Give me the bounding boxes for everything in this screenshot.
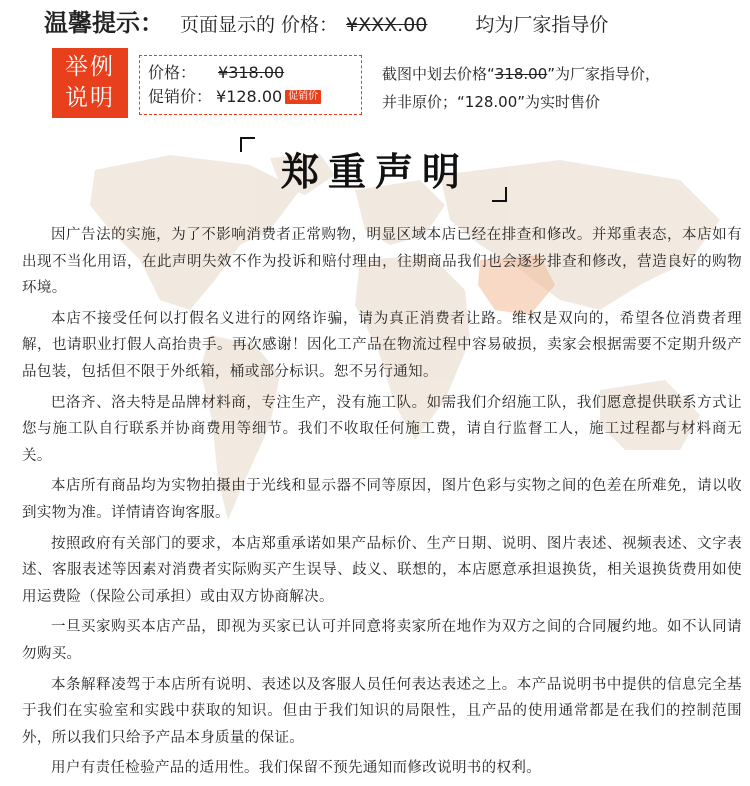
promo-tag: 促销价 bbox=[285, 90, 321, 104]
price-label: 价格： bbox=[148, 63, 197, 82]
price-row bbox=[148, 61, 361, 85]
badge-line-1: 举例 bbox=[65, 54, 115, 80]
explain-post: ”为厂家指导价， bbox=[547, 65, 661, 83]
notice-text-prefix: 页面显示的 价格： bbox=[180, 14, 339, 36]
promo-value: ¥128.00 bbox=[216, 87, 283, 106]
promo-label: 促销价： bbox=[148, 87, 213, 106]
price-notice bbox=[44, 8, 608, 40]
badge-line-2: 说明 bbox=[65, 85, 115, 111]
paragraph: 用户有责任检验产品的适用性。我们保留不预先通知而修改说明书的权利。 bbox=[51, 760, 542, 777]
price-explanation bbox=[382, 60, 660, 116]
explain-strike: 318.00 bbox=[494, 65, 548, 83]
declaration-body bbox=[22, 222, 742, 786]
explain-line-2: 并非原价；“128.00”为实时售价 bbox=[382, 93, 601, 111]
notice-text-suffix: 均为厂家指导价 bbox=[475, 14, 609, 36]
notice-title: 温馨提示： bbox=[44, 9, 164, 37]
explain-pre: 截图中划去价格“ bbox=[382, 65, 495, 83]
paragraph: 按照政府有关部门的要求，本店郑重承诺如果产品标价、生产日期、说明、图片表述、视频表述、文字表述、客服表述等因素对消费者实际购买产生误导、歧义、联想的，本店愿意承担退换货，相关退换货费用如使用运费险（保险公司承担）或由双方协商解决。 bbox=[22, 535, 742, 605]
paragraph: 本条解释凌驾于本店所有说明、表述以及客服人员任何表达表述之上。本产品说明书中提供的信息完全基于我们在实验室和实践中获取的知识。但由于我们知识的局限性，且产品的使用通常都是在我们的控制范围外，所以我们只给予产品本身质量的保证。 bbox=[22, 676, 742, 746]
paragraph: 本店所有商品均为实物拍摄由于光线和显示器不同等原因，图片色彩与实物之间的色差在所难免，请以收到实物为准。详情请咨询客服。 bbox=[22, 478, 742, 521]
paragraph: 一旦买家购买本店产品，即视为买家已认可并同意将卖家所在地作为双方之间的合同履约地。如不认同请勿购买。 bbox=[22, 619, 742, 662]
promo-row bbox=[148, 85, 361, 109]
page-title: 郑重声明 bbox=[280, 150, 469, 194]
paragraph: 巴洛齐、洛夫特是品牌材料商，专注生产，没有施工队。如需我们介绍施工队，我们愿意提供联系方式让您与施工队自行联系并协商费用等细节。我们不收取任何施工费，请自行监督工人，施工过程都与材料商无关。 bbox=[22, 394, 742, 464]
explain-line-1 bbox=[382, 60, 660, 88]
notice-price-placeholder: ¥XXX.00 bbox=[346, 14, 428, 36]
paragraph: 本店不接受任何以打假名义进行的网络诈骗，请为真正消费者让路。维权是双向的，希望各位消费者理解，也请职业打假人高抬贵手。再次感谢！因化工产品在物流过程中容易破损，卖家会根据需要不定期升级产品包装，包括但不限于外纸箱，桶或部分标识。恕不另行通知。 bbox=[22, 310, 742, 380]
price-example-box bbox=[139, 55, 362, 115]
paragraph: 因广告法的实施，为了不影响消费者正常购物，明显区域本店已经在排查和修改。并郑重表态，本店如有出现不当化用语，在此声明失效不作为投诉和赔付理由，往期商品我们也会逐步排查和修改，营造良好的购物环境。 bbox=[22, 227, 742, 297]
price-original: ¥318.00 bbox=[218, 63, 285, 82]
example-badge bbox=[52, 48, 128, 118]
